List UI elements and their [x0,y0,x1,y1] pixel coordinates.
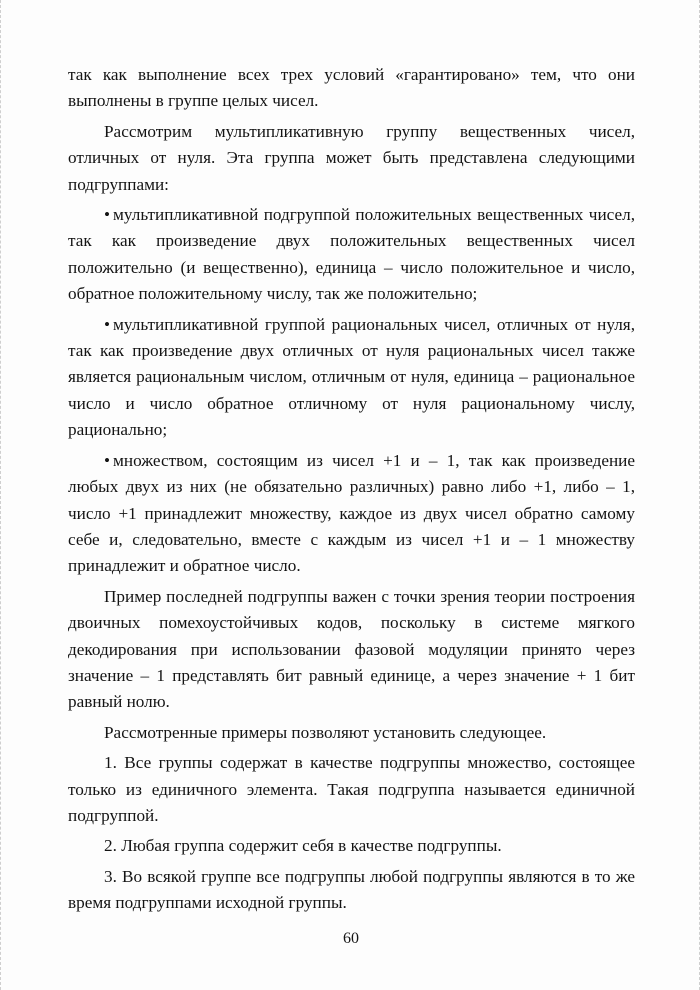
bullet-text: мультипликативной подгруппой положительных вещественных чисел, так как произведение двух положительных вещественных чисел положительно (и вещественно), единица – число положительное и число, обратное положительному числу, так же положительно; [68,205,635,304]
page-number: 60 [343,930,359,947]
paragraph-example: Пример последней подгруппы важен с точки зрения теории построения двоичных помехоустойчивых кодов, поскольку в системе мягкого декодирования при использовании фазовой модуляции принято через значение – 1 представлять бит равный единице, а через значение + 1 бит равный нолю. [68,586,635,712]
bullet-icon: • [104,314,111,334]
numbered-item-1: 1. Все группы содержат в качестве подгруппы множество, состоящее только из единичного элемента. Такая подгруппа называется единичной подгруппой. [68,753,635,825]
numbered-item-2: 2. Любая группа содержит себя в качестве подгруппы. [104,836,502,856]
bullet-icon: • [104,450,111,470]
paragraph-intro: Рассмотрим мультипликативную группу вещественных чисел, отличных от нуля. Эта группа может быть представлена следующими подгруппами: [68,121,635,194]
bullet-icon: • [104,205,111,225]
body-text [68,62,635,921]
paragraph-continuation: так как выполнение всех трех условий «гарантировано» тем, что они выполнены в группе целых чисел. [68,65,635,111]
bullet-item-positive-reals [68,202,635,308]
numbered-item-3: 3. Во всякой группе все подгруппы любой подгруппы являются в то же время подгруппами исходной группы. [68,866,635,913]
bullet-text: множеством, состоящим из чисел +1 и – 1, так как произведение любых двух из них (не обязательно различных) равно либо +1, либо – 1, число +1 принадлежит множеству, каждое из двух чисел обратно самому себе и, следовательно, вместе с каждым из чисел +1 и – 1 множеству принадлежит и обратное число. [68,450,635,576]
bullet-item-plus-minus-one [68,448,635,580]
bullet-text: мультипликативной группой рациональных чисел, отличных от нуля, так как произведение двух отличных от нуля рациональных чисел также является рациональным числом, отличным от нуля, единица – рациональное число и число обратное отличному от нуля рациональному числу, рационально; [68,314,635,440]
paragraph-summary: Рассмотренные примеры позволяют установить следующее. [104,722,547,742]
bullet-item-rationals [68,312,635,444]
